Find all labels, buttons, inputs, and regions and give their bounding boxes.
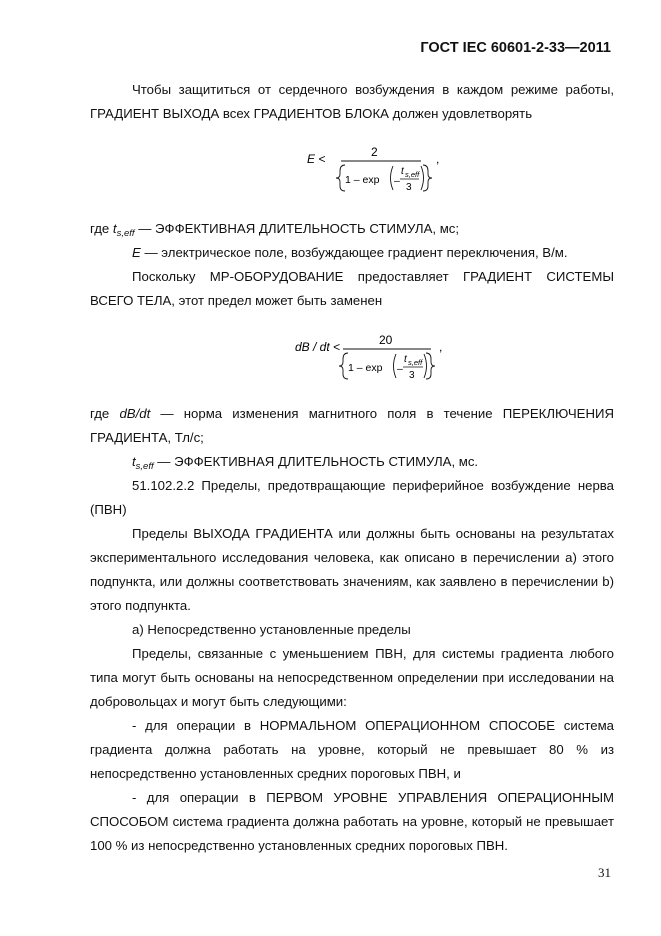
formula1-left-brace: [336, 165, 345, 191]
list-item-a: а) Непосредственно установленные пределы: [132, 622, 411, 637]
formula2-den3: 3: [409, 370, 415, 381]
definition-e: E — электрическое поле, возбуждающее градиент переключения, В/м.: [132, 245, 568, 260]
paragraph-cardiac: Чтобы защититься от сердечного возбуждения в каждом режиме работы, ГРАДИЕНТ ВЫХОДА всех ГРАДИЕНТОВ БЛОКА должен удовлетворять: [90, 82, 614, 121]
formula1-one-minus-exp: 1 – exp: [345, 174, 380, 186]
section-heading-pvn: 51.102.2.2 Пределы, предотвращающие периферийное возбуждение нерва (ПВН): [90, 478, 614, 517]
formula2-minus: –: [397, 363, 403, 375]
formula2-right-paren: [424, 354, 427, 378]
list-item-first-level: - для операции в ПЕРВОМ УРОВНЕ УПРАВЛЕНИЯ ОПЕРАЦИОННЫМ СПОСОБОМ система градиента должна работать на уровне, который не превышает 100 % из непосредственно установленных средних пороговых ПВН.: [90, 790, 614, 853]
formula2-sub: s,eff: [408, 358, 423, 367]
paragraph-mr-equipment: Поскольку МР-ОБОРУДОВАНИЕ предоставляет ГРАДИЕНТ СИСТЕМЫ ВСЕГО ТЕЛА, этот предел может быть заменен: [90, 269, 614, 308]
formula2-one-minus-exp: 1 – exp: [348, 362, 383, 374]
paragraph-gradient-limits: Пределы ВЫХОДА ГРАДИЕНТА или должны быть основаны на результатах экспериментального исследования человека, как описано в перечислении a) этого подпункта, или должны соответствовать значениям, как заявлено в перечислении b) этого подпункта.: [90, 526, 614, 613]
formula1-lhs: E <: [307, 152, 326, 166]
formula1-right-paren: [421, 166, 424, 190]
formula1-minus: –: [394, 175, 400, 187]
definition-ts-eff-2: $t_{s,eff}$ — ЭФФЕКТИВНАЯ ДЛИТЕЛЬНОСТЬ СТИМУЛА, мс.: [132, 454, 479, 472]
formula2-comma: ,: [439, 340, 443, 354]
paragraph-pvn-limits: Пределы, связанные с уменьшением ПВН, для системы градиента любого типа могут быть основаны на непосредственном определении при исследовании на добровольцах и могут быть следующими:: [90, 646, 614, 709]
list-item-normal-mode: - для операции в НОРМАЛЬНОМ ОПЕРАЦИОННОМ СПОСОБЕ система градиента должна работать на уровне, который не превышает 80 % из непосредственно установленных средних пороговых ПВН, и: [90, 718, 614, 781]
formula2-lhs: dB / dt <: [295, 340, 341, 354]
formula1-comma: ,: [436, 152, 440, 166]
document-header: ГОСТ IEC 60601-2-33—2011: [420, 40, 611, 56]
definition-db-dt: где dB/dt — норма изменения магнитного поля в течение ПЕРЕКЛЮЧЕНИЯ ГРАДИЕНТА, Тл/с;: [90, 406, 614, 445]
formula1-right-brace: [423, 165, 432, 191]
formula2-right-brace: [426, 353, 435, 379]
formula2-t: t: [404, 354, 407, 365]
formula1-numerator: 2: [371, 145, 378, 159]
page-number: 31: [598, 865, 611, 880]
formula1-den3: 3: [406, 182, 412, 193]
formula-db-dt: [295, 330, 455, 384]
definition-ts-eff: где $t_{s,eff}$ — ЭФФЕКТИВНАЯ ДЛИТЕЛЬНОСТЬ СТИМУЛА, мс;: [90, 221, 460, 239]
formula2-left-paren: [394, 354, 397, 378]
formula-electric-field: [305, 142, 445, 196]
formula2-numerator: 20: [379, 333, 393, 347]
formula1-left-paren: [391, 166, 394, 190]
formula1-sub: s,eff: [405, 170, 420, 179]
formula1-t: t: [401, 166, 404, 177]
formula2-left-brace: [339, 353, 348, 379]
